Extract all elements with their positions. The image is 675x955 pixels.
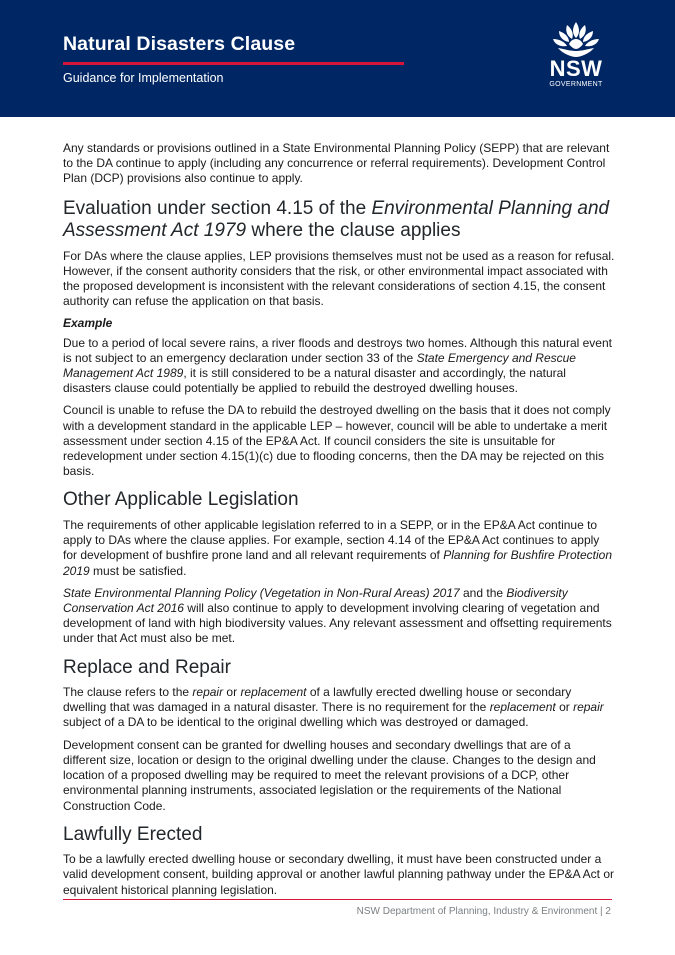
lawful-paragraph-1: To be a lawfully erected dwelling house or secondary dwelling, it must have been constructed under a valid development consent, building approval or another lawful planning pathway under the EP&A Act or equivalent historical planning legislation. [63,852,615,897]
paragraph-text: of a lawfully erected dwelling house or secondary dwelling that was damaged in a natural disaster. There is no requirement for the [63,685,572,715]
act-title: Environmental Planning and Assessment Act 1979 [63,197,610,242]
section-heading-lawful: Lawfully Erected [63,823,203,845]
section-heading-replace: Replace and Repair [63,656,231,678]
paragraph-text: and the [459,585,507,600]
paragraph-text: , it is still considered to be a natural disaster and accordingly, the natural disasters clause could potentially be applied to rebuild the destroyed dwelling houses. [63,366,566,396]
intro-paragraph: Any standards or provisions outlined in a State Environmental Planning Policy (SEPP) that are relevant to the DA continue to apply (including any concurrence or referral requirements). Development Control Plan (DCP) provisions also continue to apply. [63,141,610,186]
logo-government-text: GOVERNMENT [549,81,603,88]
paragraph-text: subject of a DA to be identical to the original dwelling which was destroyed or damaged. [63,715,529,730]
emphasis-term: replacement [489,700,556,715]
legislation-paragraph-2 [63,586,615,647]
document-subtitle: Guidance for Implementation [63,71,224,85]
section-heading-evaluation [63,198,615,243]
evaluation-paragraph-2 [63,336,615,397]
emphasis-term: repair [192,685,224,700]
replace-paragraph-1 [63,685,615,731]
evaluation-paragraph-3: Council is unable to refuse the DA to rebuild the destroyed dwelling on the basis that it does not comply with a development standard in the applicable LEP – however, council will be able to undertake a merit assessment under section 4.15 of the EP&A Act. If council considers the site is unsuitable for redevelopment under section 4.15(1)(c) due to flooding concerns, then the DA may be rejected on this basis. [63,403,611,479]
paragraph-text: will also continue to apply to development involving clearing of vegetation and development of land with high biodiversity values. Any relevant assessment and offsetting requirements under that Act must also be met. [63,600,612,646]
paragraph-text: The requirements of other applicable legislation referred to in a SEPP, or in the EP&A Act continue to apply to DAs where the clause applies. For example, section 4.14 of the EP&A Act continues to apply for development of bushfire prone land and all relevant requirements of [63,517,600,563]
example-label: Example [63,316,113,331]
act-title: Biodiversity Conservation Act 2016 [63,585,568,615]
emphasis-term: repair [573,700,604,715]
paragraph-text: Due to a period of local severe rains, a river floods and destroys two homes. Although this natural event is not subject to an emergency declaration under section 33 of the [63,335,612,365]
main-content [63,141,615,905]
footer-page-info: NSW Department of Planning, Industry & Environment | 2 [356,906,611,917]
emphasis-term: replacement [240,685,307,700]
heading-text: Evaluation under section 4.15 of the [63,197,372,219]
replace-paragraph-2: Development consent can be granted for dwelling houses and secondary dwellings that are of a different size, location or design to the original dwelling under the clause. Changes to the design and location of a proposed dwelling may be required to meet the relevant provisions of a DCP, other environmental planning instruments, associated legislation or the requirements of the National Construction Code. [63,737,596,813]
policy-title: State Environmental Planning Policy (Vegetation in Non-Rural Areas) 2017 [63,585,460,600]
document-title: Natural Disasters Clause [63,33,296,55]
heading-text: where the clause applies [246,220,461,242]
nsw-government-logo [543,20,609,92]
footer-divider [63,899,612,900]
waratah-icon [550,20,602,58]
paragraph-text: The clause refers to the [63,685,193,700]
logo-nsw-text: NSW [549,56,603,81]
paragraph-text: or [223,685,241,700]
policy-title: Planning for Bushfire Protection 2019 [63,548,612,578]
paragraph-text: must be satisfied. [89,563,187,578]
section-heading-legislation: Other Applicable Legislation [63,489,299,511]
evaluation-paragraph-1: For DAs where the clause applies, LEP provisions themselves must not be used as a reason for refusal. However, if the consent authority considers that the risk, or other environmental impact associated with the proposed development is inconsistent with the relevant considerations of section 4.15, the consent authority can refuse the application on that basis. [63,248,615,309]
paragraph-text: or [555,700,574,715]
title-divider [63,62,404,65]
act-title: State Emergency and Rescue Management Act 1989 [63,350,576,381]
page-header [0,0,675,117]
legislation-paragraph-1 [63,518,615,579]
